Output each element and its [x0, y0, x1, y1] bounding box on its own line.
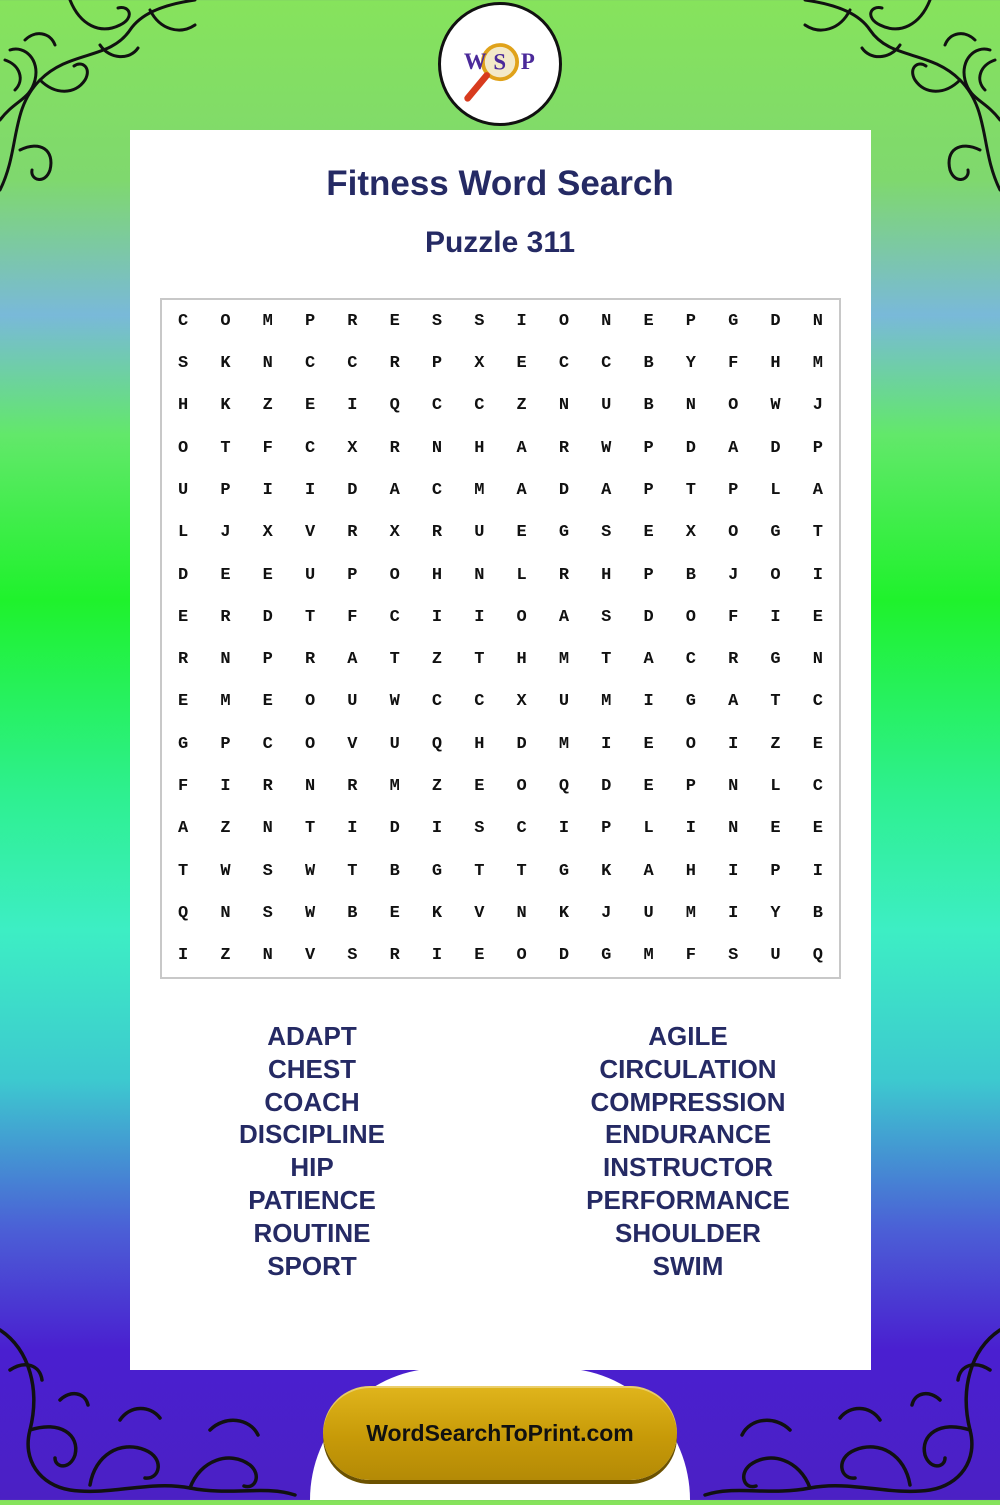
grid-cell[interactable]: P	[220, 734, 231, 754]
grid-cell[interactable]: B	[389, 861, 400, 881]
grid-cell[interactable]: N	[262, 353, 273, 373]
grid-cell[interactable]: S	[474, 819, 485, 839]
grid-cell[interactable]: D	[643, 607, 654, 627]
grid-cell[interactable]: U	[770, 946, 781, 966]
grid-cell[interactable]: F	[178, 777, 189, 797]
grid-cell[interactable]: E	[389, 311, 400, 331]
grid-cell[interactable]: T	[474, 650, 485, 670]
grid-cell[interactable]: I	[728, 861, 739, 881]
grid-cell[interactable]: T	[178, 861, 189, 881]
grid-cell[interactable]: S	[262, 904, 273, 924]
grid-cell[interactable]: V	[304, 946, 316, 966]
grid-cell[interactable]: C	[812, 777, 823, 797]
grid-cell[interactable]: I	[474, 607, 485, 627]
grid-cell[interactable]: U	[601, 396, 612, 416]
grid-cell[interactable]: E	[643, 311, 654, 331]
word-list-left	[152, 1020, 472, 1282]
grid-cell[interactable]: I	[431, 607, 443, 627]
word-list-item: SWIM	[652, 1250, 724, 1281]
grid-cell[interactable]: C	[304, 438, 316, 458]
grid-cell[interactable]: E	[516, 523, 527, 543]
grid-cell[interactable]: T	[389, 650, 400, 670]
logo-letter-s: S	[493, 49, 507, 75]
grid-cell[interactable]: V	[474, 904, 485, 924]
grid-cell[interactable]: N	[558, 396, 570, 416]
grid-cell[interactable]: K	[220, 353, 231, 373]
grid-cell[interactable]: T	[220, 438, 231, 458]
grid-cell[interactable]: F	[728, 353, 739, 373]
grid-cell[interactable]: R	[558, 565, 570, 585]
grid-cell[interactable]: L	[516, 565, 527, 585]
grid-cell[interactable]: A	[728, 438, 739, 458]
grid-cell[interactable]: A	[516, 480, 527, 500]
grid-cell[interactable]: P	[431, 353, 443, 373]
grid-cell[interactable]: G	[728, 311, 739, 331]
wsp-logo[interactable]	[438, 2, 562, 126]
grid-cell[interactable]: I	[558, 819, 570, 839]
grid-cell[interactable]: O	[389, 565, 400, 585]
grid-cell[interactable]: E	[262, 565, 273, 585]
grid-cell[interactable]: N	[220, 650, 231, 670]
grid-cell[interactable]: U	[558, 692, 570, 712]
grid-cell[interactable]: P	[812, 438, 823, 458]
grid-cell[interactable]: M	[601, 692, 612, 712]
grid-cell[interactable]: T	[601, 650, 612, 670]
word-list-item: CIRCULATION	[599, 1053, 777, 1084]
grid-cell[interactable]: R	[389, 946, 400, 966]
grid-cell[interactable]: C	[558, 353, 570, 373]
grid-cell[interactable]: A	[643, 650, 654, 670]
grid-cell[interactable]: E	[474, 777, 485, 797]
grid-cell[interactable]: T	[685, 480, 696, 500]
word-list-item: COACH	[264, 1086, 360, 1117]
grid-cell[interactable]: R	[304, 650, 316, 670]
grid-cell[interactable]: S	[431, 311, 443, 331]
grid-cell[interactable]: E	[178, 607, 189, 627]
grid-cell[interactable]: N	[474, 565, 485, 585]
grid-cell[interactable]: H	[601, 565, 612, 585]
grid-cell[interactable]: G	[770, 523, 781, 543]
grid-cell[interactable]: I	[601, 734, 612, 754]
grid-cell[interactable]: D	[347, 480, 358, 500]
grid-cell[interactable]: O	[516, 777, 527, 797]
grid-cell[interactable]: I	[220, 777, 231, 797]
grid-cell[interactable]: Z	[431, 777, 443, 797]
grid-cell[interactable]: N	[812, 650, 823, 670]
grid-cell[interactable]: I	[685, 819, 696, 839]
grid-cell[interactable]: P	[220, 480, 231, 500]
grid-cell[interactable]: O	[304, 692, 316, 712]
grid-cell[interactable]: D	[770, 438, 781, 458]
grid-cell[interactable]: R	[347, 311, 358, 331]
grid-cell[interactable]: H	[178, 396, 189, 416]
word-list-item: ENDURANCE	[604, 1119, 772, 1150]
grid-cell[interactable]: I	[643, 692, 654, 712]
grid-cell[interactable]: C	[431, 480, 443, 500]
grid-cell[interactable]: E	[770, 819, 781, 839]
grid-cell[interactable]: Q	[558, 777, 570, 797]
grid-cell[interactable]: C	[262, 734, 273, 754]
grid-cell[interactable]: E	[643, 523, 654, 543]
grid-cell[interactable]: F	[347, 607, 358, 627]
grid-cell[interactable]: C	[431, 396, 443, 416]
grid-cell[interactable]: W	[389, 692, 400, 712]
grid-cell[interactable]: S	[262, 861, 273, 881]
word-list-item: SPORT	[267, 1250, 357, 1281]
grid-cell[interactable]: X	[516, 692, 527, 712]
word-list-item: SHOULDER	[615, 1217, 761, 1248]
grid-cell[interactable]: N	[685, 396, 696, 416]
grid-cell[interactable]: G	[770, 650, 781, 670]
grid-cell[interactable]: Z	[262, 396, 273, 416]
grid-cell[interactable]: Y	[770, 904, 781, 924]
grid-cell[interactable]: O	[728, 396, 739, 416]
grid-cell[interactable]: Q	[178, 904, 189, 924]
grid-cell[interactable]: J	[601, 904, 612, 924]
grid-cell[interactable]: P	[685, 777, 696, 797]
grid-cell[interactable]: Z	[431, 650, 443, 670]
grid-cell[interactable]: P	[728, 480, 739, 500]
grid-cell[interactable]: O	[728, 523, 739, 543]
grid-cell[interactable]: R	[178, 650, 189, 670]
grid-cell[interactable]: S	[347, 946, 358, 966]
grid-cell[interactable]: R	[431, 523, 443, 543]
word-list-item: ROUTINE	[253, 1217, 371, 1248]
grid-cell[interactable]: X	[389, 523, 400, 543]
grid-cell[interactable]: G	[685, 692, 696, 712]
grid-cell[interactable]: L	[770, 480, 781, 500]
grid-cell[interactable]: U	[643, 904, 654, 924]
logo-letter-w: W	[463, 48, 487, 74]
word-list-item: PERFORMANCE	[586, 1184, 790, 1215]
grid-cell[interactable]: M	[389, 777, 400, 797]
grid-cell[interactable]: C	[474, 692, 485, 712]
grid-cell[interactable]: I	[347, 396, 358, 416]
grid-cell[interactable]: B	[643, 353, 654, 373]
grid-cell[interactable]: P	[347, 565, 358, 585]
grid-cell[interactable]: A	[389, 480, 400, 500]
grid-cell[interactable]: O	[304, 734, 316, 754]
grid-cell[interactable]: T	[474, 861, 485, 881]
grid-cell[interactable]: S	[178, 353, 189, 373]
grid-cell[interactable]: J	[812, 396, 823, 416]
grid-cell[interactable]: D	[262, 607, 273, 627]
grid-cell[interactable]: C	[474, 396, 485, 416]
grid-cell[interactable]: K	[558, 904, 570, 924]
logo-letter-p: P	[520, 48, 535, 74]
grid-cell[interactable]: D	[770, 311, 781, 331]
grid-cell[interactable]: R	[347, 777, 358, 797]
word-list-item: COMPRESSION	[590, 1086, 786, 1117]
grid-cell[interactable]: D	[558, 946, 570, 966]
word-list-item: ADAPT	[267, 1021, 357, 1051]
grid-cell[interactable]: E	[516, 353, 527, 373]
grid-cell[interactable]: N	[304, 777, 316, 797]
grid-cell[interactable]: F	[728, 607, 739, 627]
grid-cell[interactable]: B	[643, 396, 654, 416]
grid-cell[interactable]: P	[643, 438, 654, 458]
grid-cell[interactable]: Z	[220, 819, 231, 839]
grid-cell[interactable]: I	[728, 904, 739, 924]
grid-cell[interactable]: U	[474, 523, 485, 543]
grid-cell[interactable]: S	[601, 607, 612, 627]
grid-cell[interactable]: L	[178, 523, 189, 543]
website-button-label: WordSearchToPrint.com	[366, 1419, 634, 1446]
grid-cell[interactable]: E	[812, 734, 823, 754]
grid-cell[interactable]: C	[389, 607, 400, 627]
grid-cell[interactable]: U	[347, 692, 358, 712]
letter-grid	[160, 298, 841, 979]
grid-cell[interactable]: I	[347, 819, 358, 839]
grid-cell[interactable]: W	[304, 861, 316, 881]
grid-cell[interactable]: A	[516, 438, 527, 458]
grid-cell[interactable]: T	[516, 861, 527, 881]
grid-cell[interactable]: D	[601, 777, 612, 797]
grid-cell[interactable]: N	[728, 819, 739, 839]
grid-cell[interactable]: Z	[516, 396, 527, 416]
grid-cell[interactable]: V	[304, 523, 316, 543]
grid-cell[interactable]: O	[770, 565, 781, 585]
grid-cell[interactable]: A	[558, 607, 570, 627]
grid-cell[interactable]: S	[728, 946, 739, 966]
grid-cell[interactable]: A	[812, 480, 823, 500]
grid-cell[interactable]: E	[812, 819, 823, 839]
website-button[interactable]	[323, 1386, 677, 1480]
grid-cell[interactable]: F	[262, 438, 273, 458]
grid-cell[interactable]: I	[516, 311, 527, 331]
grid-cell[interactable]: A	[643, 861, 654, 881]
grid-cell[interactable]: W	[220, 861, 231, 881]
grid-cell[interactable]: M	[685, 904, 696, 924]
grid-cell[interactable]: S	[474, 311, 485, 331]
grid-cell[interactable]: K	[220, 396, 231, 416]
grid-cell[interactable]: C	[601, 353, 612, 373]
grid-cell[interactable]: H	[770, 353, 781, 373]
grid-cell[interactable]: T	[304, 607, 316, 627]
grid-cell[interactable]: K	[601, 861, 612, 881]
grid-cell[interactable]: G	[178, 734, 189, 754]
grid-cell[interactable]: J	[220, 523, 231, 543]
grid-cell[interactable]: M	[812, 353, 823, 373]
grid-cell[interactable]: N	[431, 438, 443, 458]
grid-cell[interactable]: E	[220, 565, 231, 585]
grid-cell[interactable]: I	[770, 607, 781, 627]
word-list-right	[528, 1020, 848, 1282]
grid-cell[interactable]: Q	[389, 396, 400, 416]
grid-cell[interactable]: E	[389, 904, 400, 924]
grid-cell[interactable]: N	[262, 819, 273, 839]
word-list-item: HIP	[290, 1152, 334, 1183]
grid-cell[interactable]: A	[347, 650, 358, 670]
grid-cell[interactable]: R	[220, 607, 231, 627]
grid-cell[interactable]: K	[431, 904, 443, 924]
grid-cell[interactable]: R	[347, 523, 358, 543]
word-list-item: DISCIPLINE	[239, 1119, 385, 1150]
grid-cell[interactable]: N	[728, 777, 739, 797]
grid-cell[interactable]: X	[685, 523, 696, 543]
grid-cell[interactable]: M	[643, 946, 654, 966]
grid-cell[interactable]: Z	[220, 946, 231, 966]
grid-cell[interactable]: R	[389, 353, 400, 373]
page-title: Fitness Word Search	[326, 164, 674, 203]
grid-cell[interactable]: Y	[685, 353, 696, 373]
grid-cell[interactable]: U	[389, 734, 400, 754]
grid-cell[interactable]: O	[178, 438, 189, 458]
grid-cell[interactable]: R	[558, 438, 570, 458]
grid-cell[interactable]: H	[516, 650, 527, 670]
grid-cell[interactable]: I	[178, 946, 189, 966]
grid-cell[interactable]: N	[516, 904, 527, 924]
grid-cell[interactable]: M	[262, 311, 273, 331]
grid-cell[interactable]: P	[685, 311, 696, 331]
grid-cell[interactable]: J	[728, 565, 739, 585]
grid-cell[interactable]: I	[431, 946, 443, 966]
grid-cell[interactable]: I	[304, 480, 316, 500]
grid-cell[interactable]: H	[431, 565, 443, 585]
grid-cell[interactable]: T	[770, 692, 781, 712]
grid-cell[interactable]: T	[347, 861, 358, 881]
grid-cell[interactable]: T	[812, 523, 823, 543]
grid-cell[interactable]: E	[643, 734, 654, 754]
word-list-item: PATIENCE	[248, 1184, 376, 1215]
grid-cell[interactable]: C	[812, 692, 823, 712]
grid-cell[interactable]: B	[812, 904, 823, 924]
word-list-item: CHEST	[267, 1053, 357, 1084]
grid-cell[interactable]: X	[262, 523, 273, 543]
grid-cell[interactable]: O	[685, 734, 696, 754]
grid-cell[interactable]: G	[431, 861, 443, 881]
grid-cell[interactable]: U	[178, 480, 189, 500]
grid-cell[interactable]: X	[474, 353, 485, 373]
grid-cell[interactable]: Q	[812, 946, 823, 966]
grid-cell[interactable]: M	[220, 692, 231, 712]
grid-cell[interactable]: D	[389, 819, 400, 839]
grid-cell[interactable]: M	[558, 734, 570, 754]
grid-cell[interactable]: P	[304, 311, 316, 331]
grid-cell[interactable]: D	[685, 438, 696, 458]
grid-cell[interactable]: O	[558, 311, 570, 331]
grid-cell[interactable]: C	[516, 819, 527, 839]
grid-cell[interactable]: W	[304, 904, 316, 924]
grid-cell[interactable]: N	[262, 946, 273, 966]
word-list-item: AGILE	[648, 1021, 728, 1051]
grid-cell[interactable]: O	[220, 311, 231, 331]
grid-cell[interactable]: I	[812, 565, 823, 585]
grid-cell[interactable]: N	[812, 311, 823, 331]
grid-cell[interactable]: P	[643, 565, 654, 585]
grid-cell[interactable]: X	[347, 438, 358, 458]
grid-cell[interactable]: O	[516, 946, 527, 966]
grid-cell[interactable]: F	[685, 946, 696, 966]
grid-cell[interactable]: P	[643, 480, 654, 500]
grid-cell[interactable]: E	[304, 396, 316, 416]
grid-cell[interactable]: D	[178, 565, 189, 585]
grid-cell[interactable]: E	[474, 946, 485, 966]
grid-cell[interactable]: O	[516, 607, 527, 627]
puzzle-number: Puzzle 311	[424, 226, 576, 259]
grid-cell[interactable]: G	[558, 523, 570, 543]
grid-cell[interactable]: C	[178, 311, 189, 331]
grid-cell[interactable]: A	[178, 819, 189, 839]
grid-cell[interactable]: E	[178, 692, 189, 712]
grid-cell[interactable]: D	[558, 480, 570, 500]
grid-cell[interactable]: H	[474, 734, 485, 754]
grid-cell[interactable]: W	[770, 396, 781, 416]
grid-cell[interactable]: O	[685, 607, 696, 627]
grid-cell[interactable]: E	[643, 777, 654, 797]
grid-cell[interactable]: C	[347, 353, 358, 373]
grid-cell[interactable]: I	[812, 861, 823, 881]
grid-cell[interactable]: A	[728, 692, 739, 712]
grid-cell[interactable]: S	[601, 523, 612, 543]
grid-cell[interactable]: E	[812, 607, 823, 627]
grid-cell[interactable]: C	[685, 650, 696, 670]
grid-cell[interactable]: P	[770, 861, 781, 881]
grid-cell[interactable]: M	[558, 650, 570, 670]
grid-cell[interactable]: R	[262, 777, 273, 797]
word-list-item: INSTRUCTOR	[603, 1152, 773, 1183]
grid-cell[interactable]: D	[516, 734, 527, 754]
grid-cell[interactable]: C	[304, 353, 316, 373]
grid-cell[interactable]: A	[601, 480, 612, 500]
grid-cell[interactable]: G	[558, 861, 570, 881]
grid-cell[interactable]: Q	[431, 734, 443, 754]
grid-cell[interactable]: H	[685, 861, 696, 881]
grid-cell[interactable]: W	[601, 438, 612, 458]
grid-cell[interactable]: E	[262, 692, 273, 712]
grid-cell[interactable]: I	[262, 480, 273, 500]
grid-cell[interactable]: G	[601, 946, 612, 966]
grid-cell[interactable]: P	[601, 819, 612, 839]
grid-cell[interactable]: I	[431, 819, 443, 839]
grid-cell[interactable]: Z	[770, 734, 781, 754]
grid-cell[interactable]: H	[474, 438, 485, 458]
grid-cell[interactable]: B	[685, 565, 696, 585]
grid-cell[interactable]: V	[347, 734, 358, 754]
grid-cell[interactable]: L	[770, 777, 781, 797]
grid-cell[interactable]: N	[601, 311, 612, 331]
grid-cell[interactable]: P	[262, 650, 273, 670]
grid-cell[interactable]: U	[304, 565, 316, 585]
grid-cell[interactable]: M	[474, 480, 485, 500]
grid-cell[interactable]: B	[347, 904, 358, 924]
grid-cell[interactable]: C	[431, 692, 443, 712]
grid-cell[interactable]: T	[304, 819, 316, 839]
grid-cell[interactable]: R	[728, 650, 739, 670]
grid-cell[interactable]: L	[643, 819, 654, 839]
grid-cell[interactable]: I	[728, 734, 739, 754]
grid-cell[interactable]: R	[389, 438, 400, 458]
grid-cell[interactable]: N	[220, 904, 231, 924]
